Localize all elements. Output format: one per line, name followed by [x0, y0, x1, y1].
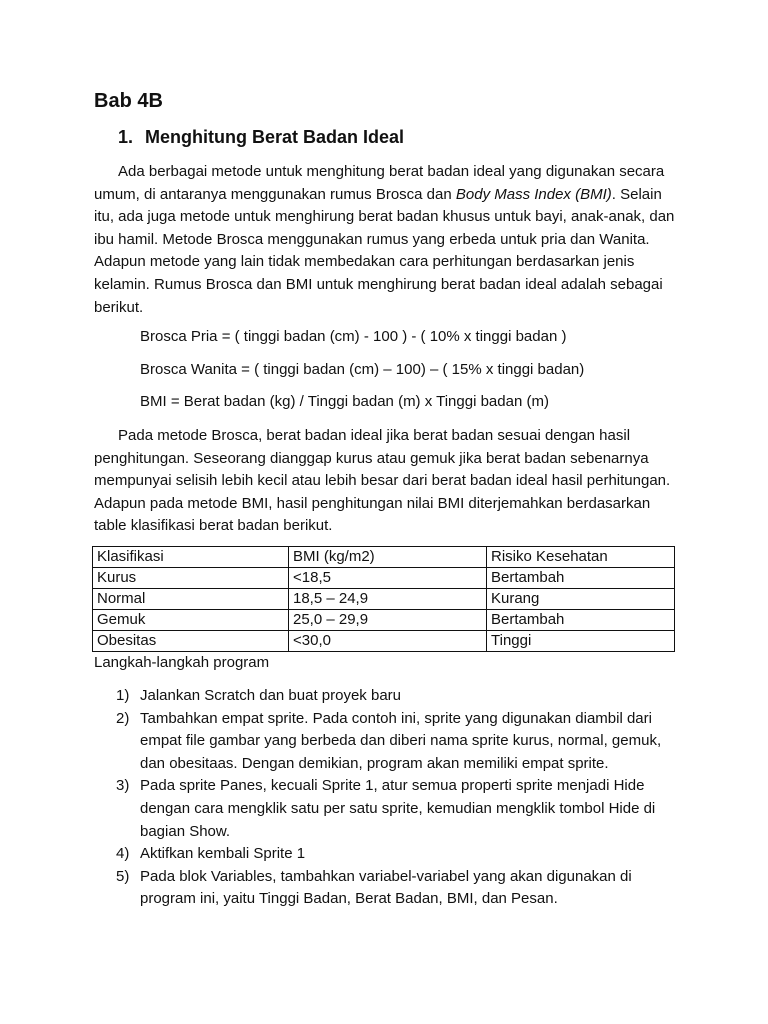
list-marker: 4): [116, 845, 130, 863]
table-header-cell: Risiko Kesehatan: [487, 547, 675, 568]
brosca-bmi-paragraph: Pada metode Brosca, berat badan ideal jika berat badan sesuai dengan hasil penghitungan. Seseorang dianggap kurus atau gemuk jika berat badan sebenarnya mempunyai selisih lebih kecil atau lebih besar dari berat badan ideal hasil perhitungan. Adapun pada metode BMI, hasil penghitungan nilai BMI diterjemahkan berdasarkan table klasifikasi berat badan berikut.: [94, 427, 671, 535]
list-marker: 3): [116, 777, 130, 795]
intro-paragraph: [94, 161, 680, 319]
bmi-classification-table: [92, 546, 675, 652]
formula-bmi: BMI = Berat badan (kg) / Tinggi badan (m) x Tinggi badan (m): [140, 393, 549, 410]
section-title-text: Menghitung Berat Badan Ideal: [145, 127, 405, 147]
list-item: [116, 708, 682, 776]
table-cell: Kurang: [487, 589, 675, 610]
steps-title: Langkah-langkah program: [94, 654, 270, 671]
list-marker: 5): [116, 867, 130, 885]
table-header-row: [93, 547, 675, 568]
table-cell: Normal: [93, 589, 289, 610]
table-cell: Bertambah: [487, 568, 675, 589]
table-cell: <18,5: [289, 568, 487, 589]
chapter-title: Bab 4B: [94, 90, 163, 112]
intro-text-part2: . Selain itu, ada juga metode untuk menghirung berat badan khusus untuk bayi, anak-anak, dan ibu hamil. Metode Brosca menggunakan rumus yang erbeda untuk pria dan Wanita. Adapun metode yang lain tidak membedakan cara perhitungan berdasarkan jenis kelamin. Rumus Brosca dan BMI untuk menghirung berat badan ideal adalah sebagai berikut.: [94, 185, 675, 316]
list-item-text: Jalankan Scratch dan buat proyek baru: [140, 687, 401, 704]
list-item-text: Tambahkan empat sprite. Pada contoh ini, sprite yang digunakan diambil dari empat file gambar yang berbeda dan diberi nama sprite kurus, normal, gemuk, dan obesitaas. Dengan demikian, program akan memiliki empat sprite.: [140, 709, 662, 772]
table-header-cell: BMI (kg/m2): [289, 547, 487, 568]
list-marker: 2): [116, 709, 130, 727]
section-title: [118, 127, 404, 148]
list-item: [116, 843, 682, 866]
table-row: [93, 589, 675, 610]
list-item-text: Pada sprite Panes, kecuali Sprite 1, atur semua properti sprite menjadi Hide dengan cara mengklik satu per satu sprite, kemudian mengklik tombol Hide di bagian Show.: [140, 777, 656, 840]
table-cell: Tinggi: [487, 631, 675, 652]
list-item: [116, 685, 682, 708]
table-cell: Obesitas: [93, 631, 289, 652]
table-cell: <30,0: [289, 631, 487, 652]
intro-text-part1: Ada berbagai metode untuk menghitung berat badan ideal yang digunakan secara umum, di antaranya menggunakan rumus Brosca dan: [94, 163, 665, 203]
steps-list: [116, 685, 682, 911]
table-row: [93, 610, 675, 631]
list-marker: 1): [116, 687, 130, 704]
list-item-text: Pada blok Variables, tambahkan variabel-variabel yang akan digunakan di program ini, yaitu Tinggi Badan, Berat Badan, BMI, dan Pesan.: [140, 867, 632, 908]
list-item: [116, 866, 682, 911]
table-header-cell: Klasifikasi: [93, 547, 289, 568]
formula-brosca-wanita: Brosca Wanita = ( tinggi badan (cm) – 100) – ( 15% x tinggi badan): [140, 361, 585, 378]
table-cell: Gemuk: [93, 610, 289, 631]
list-item-text: Aktifkan kembali Sprite 1: [140, 845, 306, 863]
table-cell: Bertambah: [487, 610, 675, 631]
intro-text-italic: Body Mass Index (BMI): [455, 185, 612, 203]
table-cell: Kurus: [93, 568, 289, 589]
table-row: [93, 568, 675, 589]
list-item: [116, 775, 682, 843]
table-cell: 25,0 – 29,9: [289, 610, 487, 631]
table-row: [93, 631, 675, 652]
formula-brosca-pria: Brosca Pria = ( tinggi badan (cm) - 100 ) - ( 10% x tinggi badan ): [140, 328, 567, 345]
section-number: 1.: [118, 127, 134, 147]
table-cell: 18,5 – 24,9: [289, 589, 487, 610]
